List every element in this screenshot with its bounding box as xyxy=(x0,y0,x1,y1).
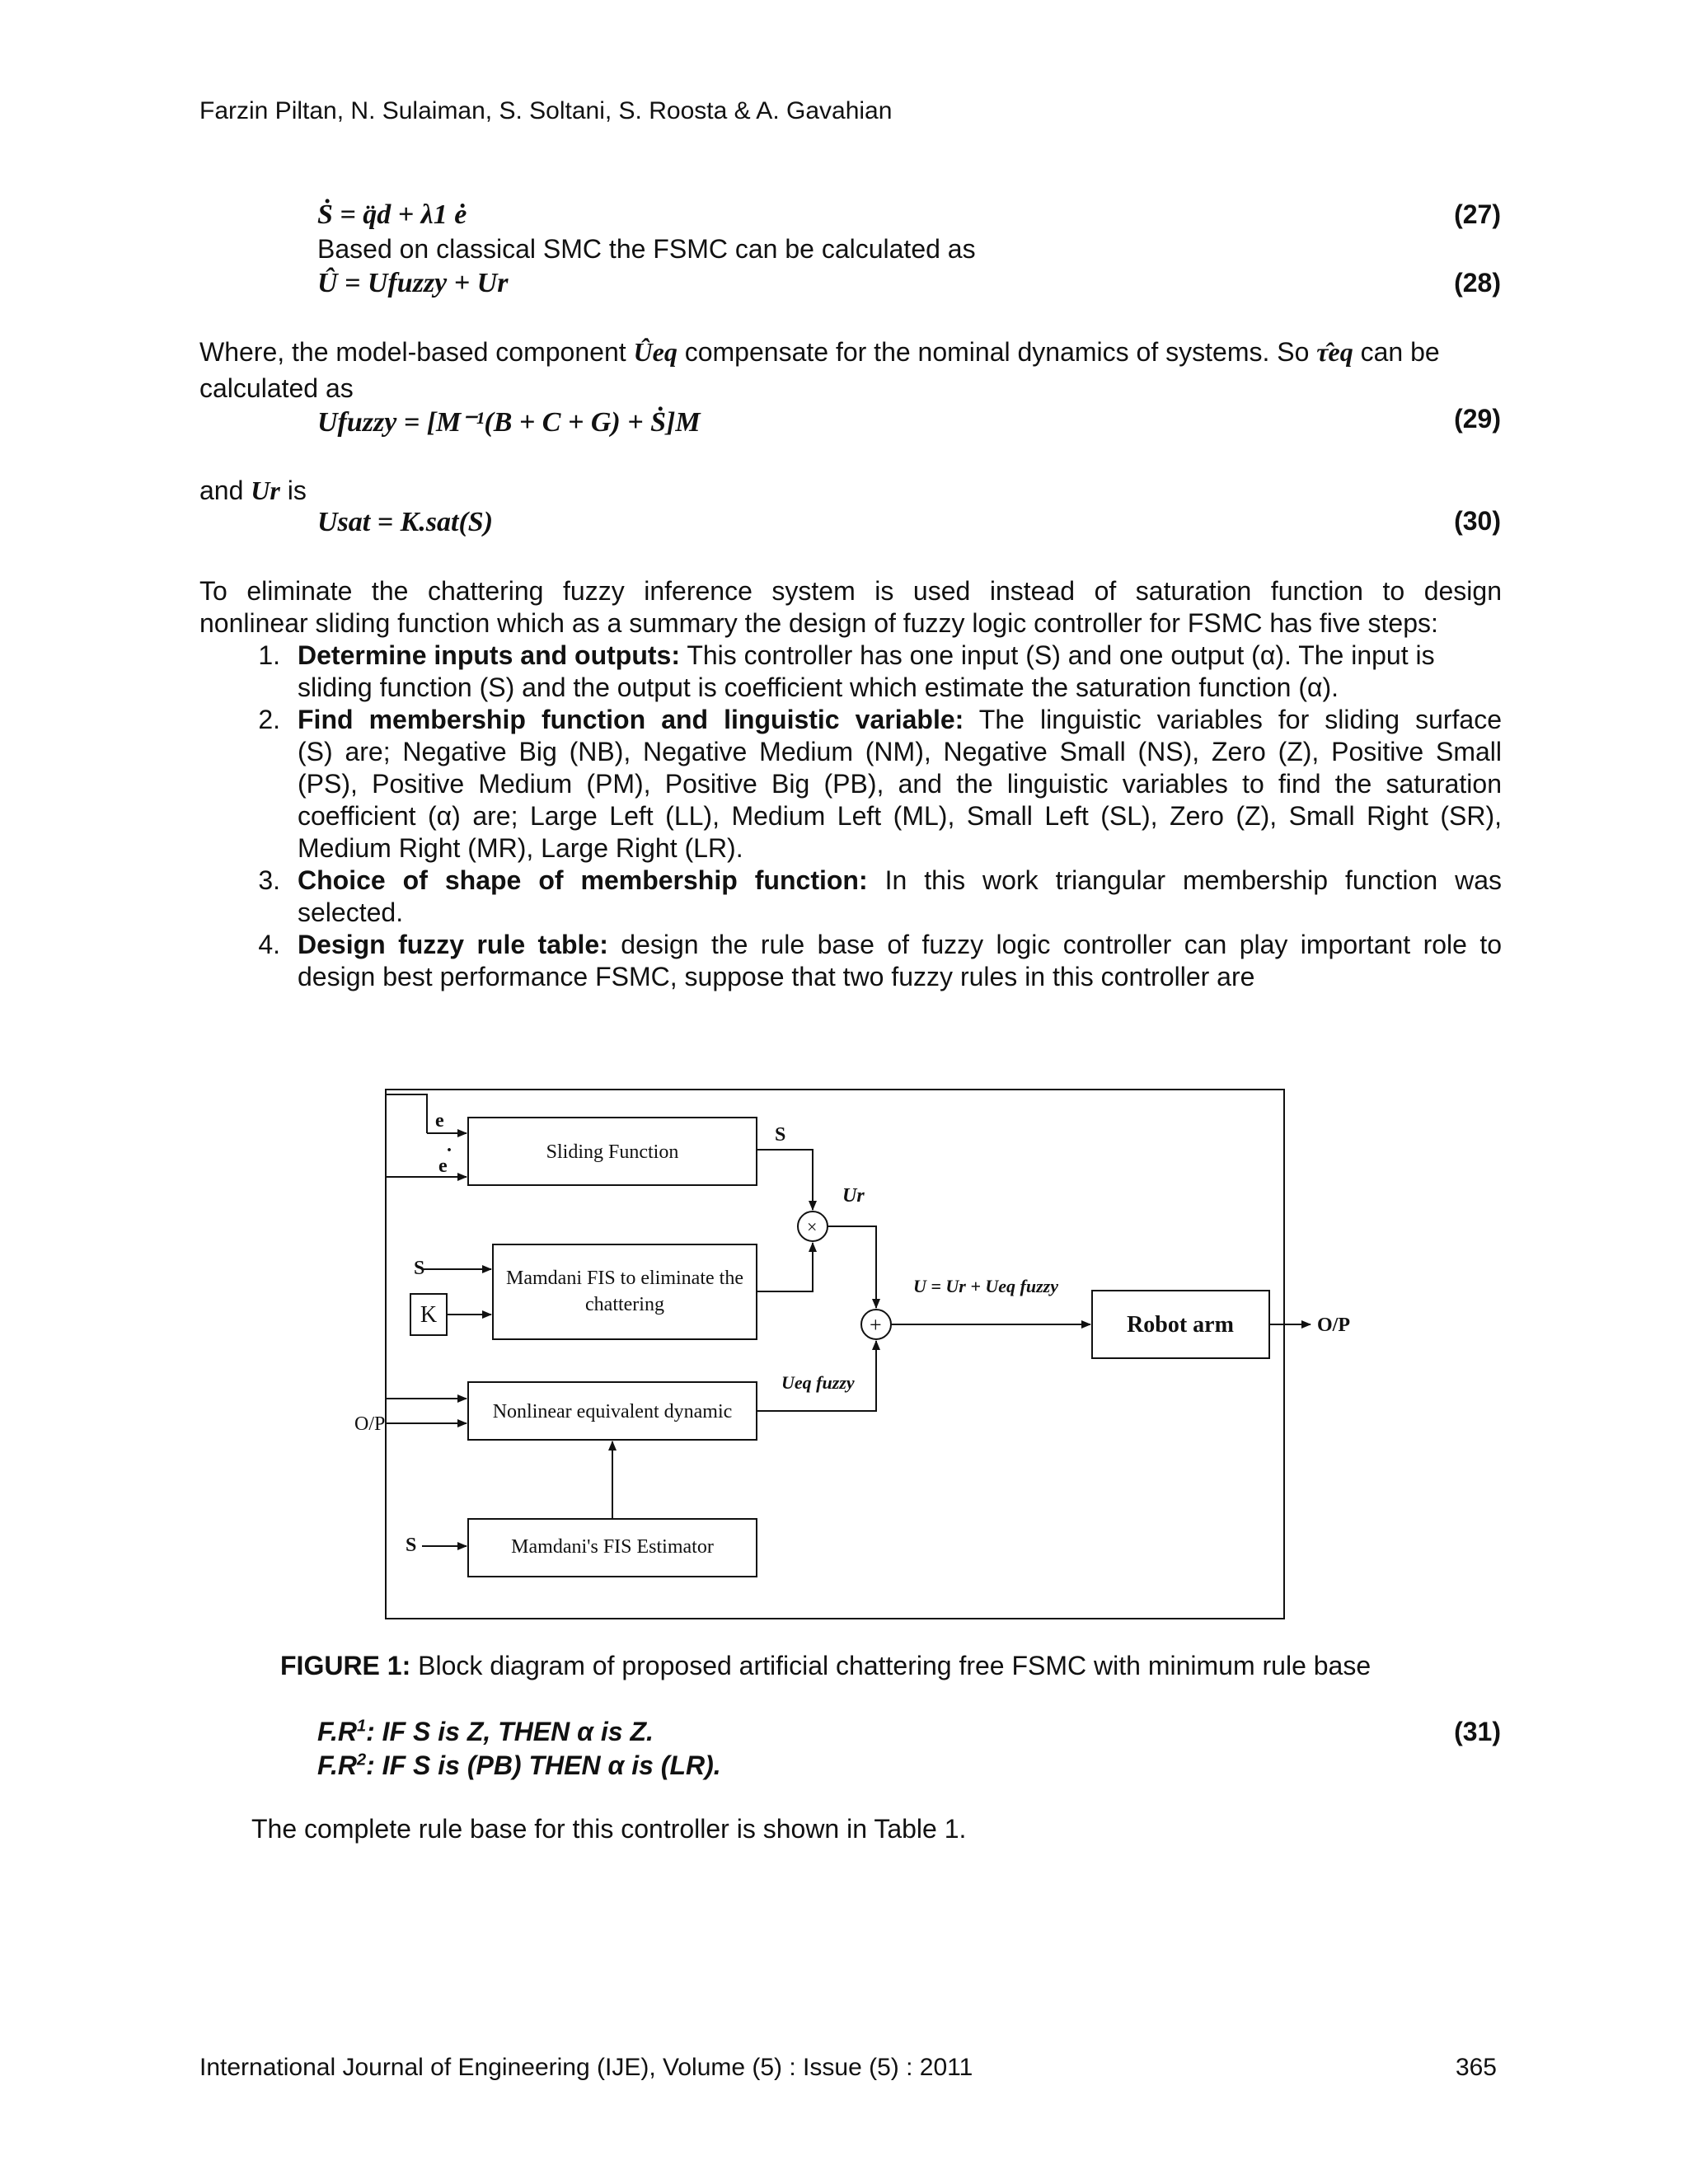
equation-29-number: (29) xyxy=(1454,404,1501,434)
page-number: 365 xyxy=(1455,2054,1497,2081)
mamdani-to-multiply-arrow xyxy=(757,1243,813,1291)
fuzzy-rule-1 xyxy=(317,1717,654,1747)
multiply-symbol: × xyxy=(807,1216,818,1237)
step-1-title: Determine inputs and outputs: xyxy=(298,640,680,670)
k-gain-label: K xyxy=(420,1302,438,1328)
equation-30: Usat = K.sat(S) xyxy=(317,507,494,537)
sum-symbol: + xyxy=(870,1313,882,1337)
equation-27-number: (27) xyxy=(1454,199,1501,229)
u-equation-label: U = Ur + Ueq fuzzy xyxy=(913,1276,1059,1296)
step-4-line2: design best performance FSMC, suppose that two fuzzy rules in this controller are xyxy=(298,962,1255,991)
step-2-title: Find membership function and linguistic variable: xyxy=(298,705,964,734)
step-1-number: 1. xyxy=(258,640,280,670)
s-estimator-signal-label: S xyxy=(406,1535,417,1556)
step-3-line2: selected. xyxy=(298,898,404,927)
where-text-c: can be xyxy=(1353,337,1440,367)
rule-1-text: : IF S is Z, THEN α is Z. xyxy=(366,1717,654,1746)
equation-29: Ufuzzy = [M⁻¹(B + C + G) + Ṡ]M xyxy=(317,407,701,438)
e-signal-label: e xyxy=(435,1110,444,1132)
figure-caption-label: FIGURE 1: xyxy=(280,1651,411,1680)
step-4-number: 4. xyxy=(258,930,280,959)
where-symbol-ueq: Ûeq xyxy=(633,337,678,367)
step-2-text: The linguistic variables for sliding surface xyxy=(964,705,1502,734)
intro-paragraph-line2: nonlinear sliding function which as a summary the design of fuzzy logic controller for FSMC has five steps: xyxy=(199,608,1438,638)
where-paragraph-line2: calculated as xyxy=(199,373,354,403)
equation-28: Û = Ufuzzy + Ur xyxy=(317,268,509,298)
step-2-line3: (PS), Positive Medium (PM), Positive Big (PB), and the linguistic variables to find the saturation xyxy=(298,769,1502,799)
edot-dot: · xyxy=(446,1140,453,1161)
mamdani-chattering-label-2: chattering xyxy=(585,1294,664,1315)
fis-estimator-label: Mamdani's FIS Estimator xyxy=(511,1536,714,1558)
op-right-label: O/P xyxy=(1317,1315,1350,1336)
nonlinear-dynamic-label: Nonlinear equivalent dynamic xyxy=(492,1401,733,1422)
figure-caption xyxy=(280,1651,1371,1681)
is-text: is xyxy=(279,476,307,505)
fuzzy-rule-2 xyxy=(317,1750,721,1781)
running-header: Farzin Piltan, N. Sulaiman, S. Soltani, S. Roosta & A. Gavahian xyxy=(199,97,893,124)
equation-30-number: (30) xyxy=(1454,506,1501,536)
line-after-eq27: Based on classical SMC the FSMC can be calculated as xyxy=(317,234,976,264)
ur-signal-label: Ur xyxy=(842,1185,865,1207)
and-text: and xyxy=(199,476,251,505)
rule-equation-number: (31) xyxy=(1454,1717,1501,1746)
rule-2-prefix: F.R xyxy=(317,1750,357,1780)
s-to-multiply-arrow xyxy=(757,1150,813,1210)
step-4-title: Design fuzzy rule table: xyxy=(298,930,608,959)
ur-to-sum-arrow xyxy=(828,1226,876,1308)
op-left-label: O/P xyxy=(354,1413,386,1435)
edot-signal-label: e xyxy=(438,1155,448,1177)
step-3-number: 3. xyxy=(258,865,280,895)
where-text-a: Where, the model-based component xyxy=(199,337,634,367)
intro-paragraph-line1: To eliminate the chattering fuzzy inference system is used instead of saturation function to design xyxy=(199,576,1502,606)
rule-1-sup: 1 xyxy=(357,1717,367,1736)
mamdani-chattering-block xyxy=(493,1244,757,1339)
where-symbol-tau: τ̂eq xyxy=(1316,337,1353,367)
step-2-line4: coefficient (α) are; Large Left (LL), Medium Left (ML), Small Left (SL), Zero (Z), Small Right (SR), xyxy=(298,801,1502,831)
closing-sentence: The complete rule base for this controller is shown in Table 1. xyxy=(251,1814,967,1844)
step-4-text: design the rule base of fuzzy logic controller can play important role to xyxy=(607,930,1503,959)
sliding-function-label: Sliding Function xyxy=(546,1141,679,1163)
step-3-title: Choice of shape of membership function: xyxy=(298,865,868,895)
and-symbol-ur: Ur xyxy=(251,476,280,505)
step-1-line2: sliding function (S) and the output is coefficient which estimate the saturation function (α). xyxy=(298,673,1339,702)
step-2-line5: Medium Right (MR), Large Right (LR). xyxy=(298,833,743,863)
step-1-text: This controller has one input (S) and one output (α). The input is xyxy=(680,640,1435,670)
where-text-b: compensate for the nominal dynamics of systems. So xyxy=(677,337,1317,367)
robot-arm-label: Robot arm xyxy=(1127,1312,1234,1338)
step-3-text: In this work triangular membership function was xyxy=(867,865,1503,895)
figure-caption-text: Block diagram of proposed artificial chattering free FSMC with minimum rule base xyxy=(410,1651,1372,1680)
rule-1-prefix: F.R xyxy=(317,1717,357,1746)
equation-27: Ṡ = q̈d + λ1 ė xyxy=(317,199,467,230)
rule-2-sup: 2 xyxy=(357,1750,367,1769)
step-2-line2: (S) are; Negative Big (NB), Negative Medium (NM), Negative Small (NS), Zero (Z), Positive Small xyxy=(298,737,1502,766)
rule-2-text: : IF S is (PB) THEN α is (LR). xyxy=(366,1750,721,1780)
step-2-number: 2. xyxy=(258,705,280,734)
ueq-fuzzy-label: Ueq fuzzy xyxy=(781,1372,855,1393)
mamdani-chattering-label-1: Mamdani FIS to eliminate the xyxy=(506,1268,743,1289)
journal-footer: International Journal of Engineering (IJE), Volume (5) : Issue (5) : 2011 xyxy=(199,2054,973,2081)
s-mamdani-signal-label: S xyxy=(414,1258,425,1279)
s-signal-label: S xyxy=(775,1124,786,1146)
e-loop-line xyxy=(386,1094,427,1133)
equation-28-number: (28) xyxy=(1454,268,1501,298)
